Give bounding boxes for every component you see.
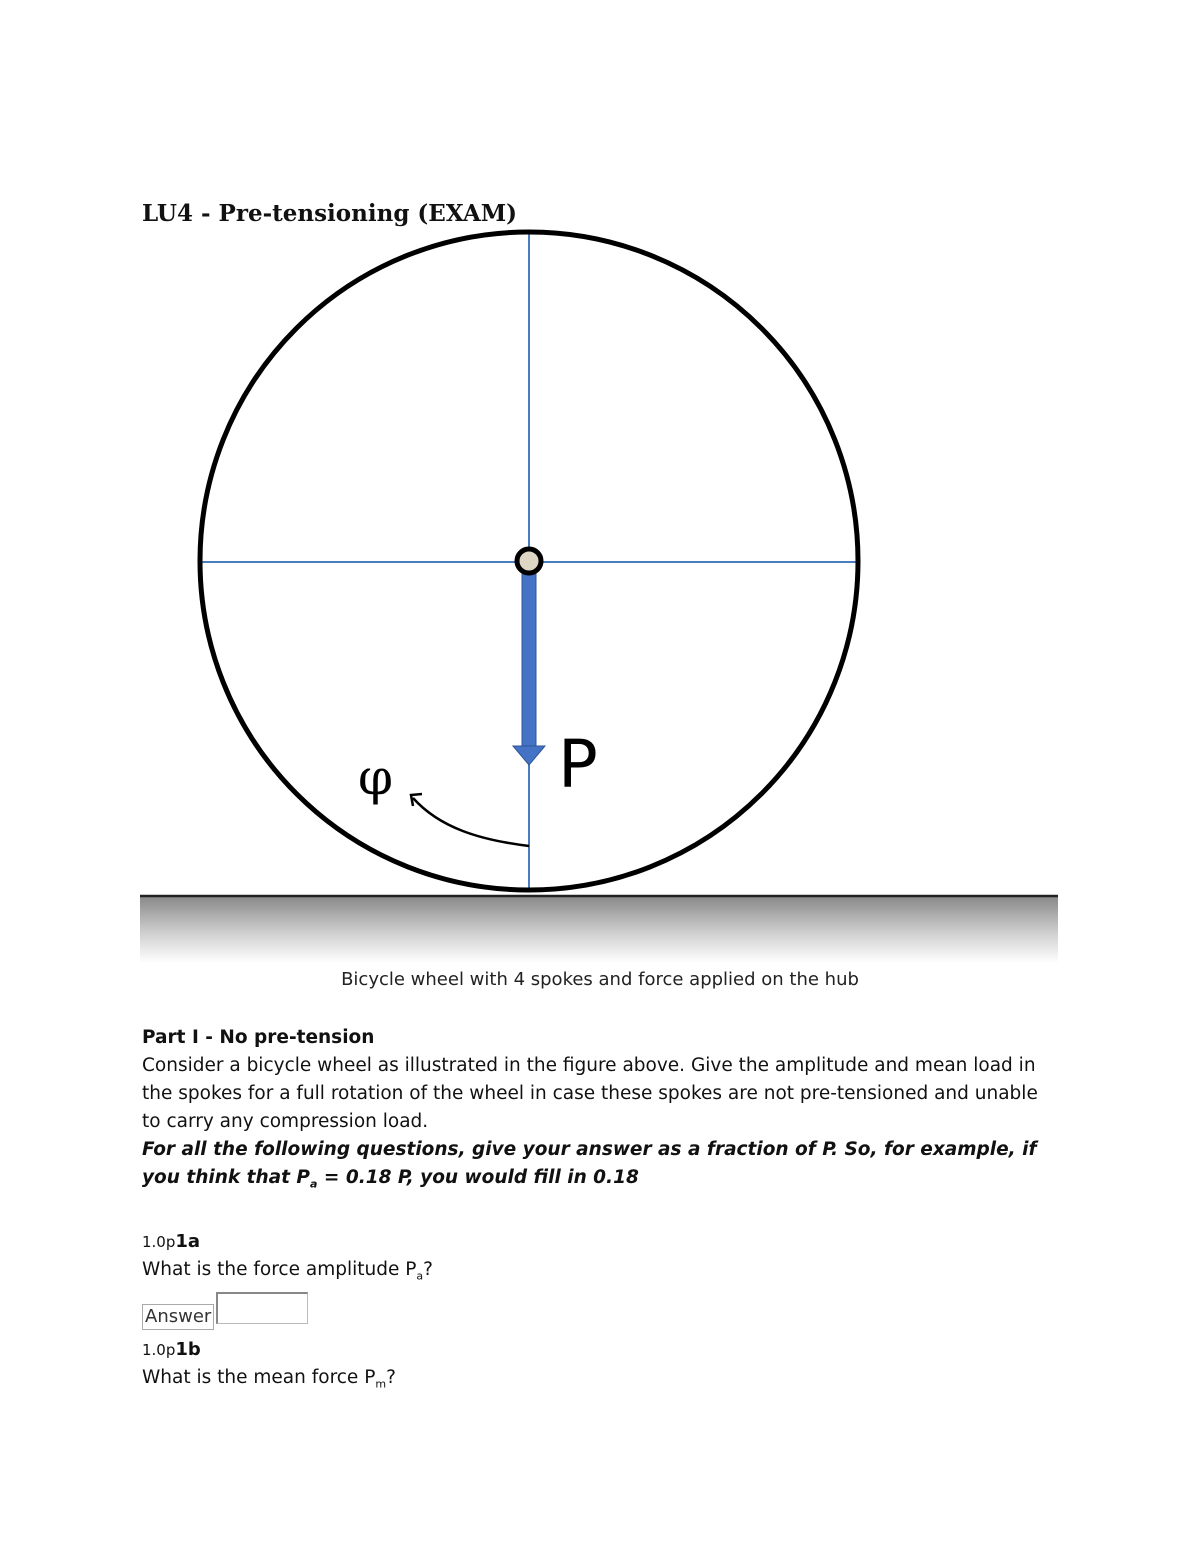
answer-label: Answer: [142, 1304, 214, 1330]
question-text: [142, 1256, 1062, 1284]
question-text: [142, 1364, 1062, 1392]
question-text-post: ?: [423, 1259, 433, 1280]
instruction-sub: a: [310, 1177, 318, 1191]
question-text-sub: m: [375, 1377, 387, 1391]
instruction-text: [142, 1136, 1062, 1192]
figure-caption: Bicycle wheel with 4 spokes and force applied on the hub: [341, 969, 859, 990]
question-number: 1b: [175, 1339, 201, 1360]
question-number: 1a: [175, 1231, 201, 1252]
question-header: [142, 1336, 1062, 1364]
force-arrow-shaft: [522, 572, 536, 746]
angle-arc: [413, 798, 529, 846]
question-1b: [142, 1336, 1062, 1392]
angle-label: φ: [358, 748, 394, 806]
wheel-figure: [140, 228, 1060, 968]
ground-shading: [140, 897, 1058, 963]
question-text-pre: What is the mean force P: [142, 1367, 376, 1388]
question-points: 1.0p: [142, 1233, 176, 1251]
instruction-post: = 0.18 P, you would fill in 0.18: [317, 1167, 639, 1188]
instruction-pre: For all the following questions, give your answer as a fraction of P. So, for example, if you think that P: [142, 1139, 1037, 1188]
page-title: LU4 - Pre-tensioning (EXAM): [142, 200, 518, 227]
exam-content: [142, 1024, 1062, 1392]
question-text-post: ?: [386, 1367, 396, 1388]
hub: [517, 549, 541, 573]
question-header: [142, 1228, 1062, 1256]
question-points: 1.0p: [142, 1341, 176, 1359]
question-1a: [142, 1228, 1062, 1336]
part-title: Part I - No pre-tension: [142, 1027, 375, 1048]
answer-input[interactable]: [216, 1292, 308, 1324]
question-text-sub: a: [416, 1269, 424, 1283]
answer-row: [142, 1292, 1062, 1336]
force-arrow-head: [513, 746, 545, 765]
part-description: Consider a bicycle wheel as illustrated in the figure above. Give the amplitude and mean load in the spokes for a full rotation of the wheel in case these spokes are not pre-tensioned and unable to carry any compression load.: [142, 1055, 1038, 1132]
force-label: P: [558, 726, 598, 803]
question-text-pre: What is the force amplitude P: [142, 1259, 417, 1280]
